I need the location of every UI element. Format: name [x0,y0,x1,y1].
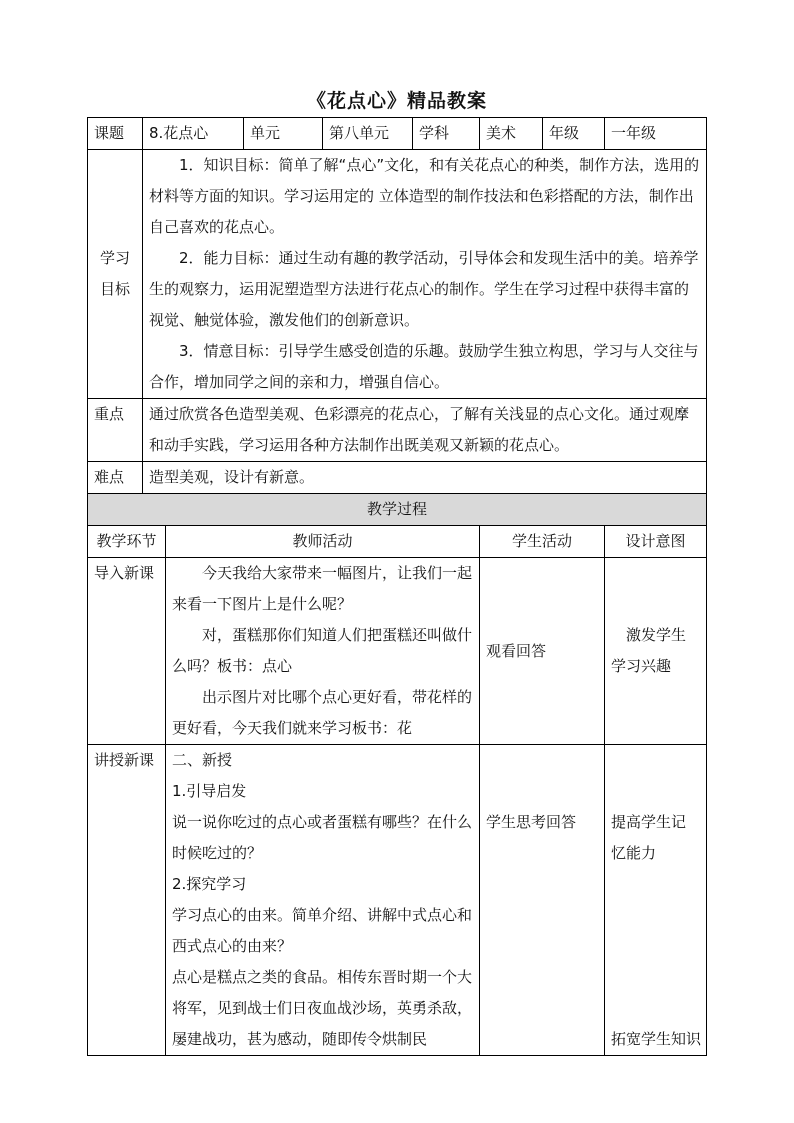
goals-row [88,150,707,399]
col-stage-header: 教学环节 [88,526,166,558]
key-point-row [88,399,707,462]
process-header-row [88,526,707,558]
grade-value: 一年级 [605,118,707,150]
difficulty-row [88,462,707,494]
goal-emotion: 3．情意目标：引导学生感受创造的乐趣。鼓励学生独立构思，学习与人交往与合作，增加同学之间的亲和力，增强自信心。 [149,342,699,391]
goals-label-line-1: 学习 [99,249,130,267]
key-point-text: 通过欣赏各色造型美观、色彩漂亮的花点心，了解有关浅显的点心文化。通过观摩和动手实践，学习运用各种方法制作出既美观又新颖的花点心。 [143,399,707,462]
new-lesson-teacher [166,745,480,1056]
document-title: 《花点心》精品教案 [306,90,487,112]
new-lesson-line-6: 点心是糕点之类的食品。相传东晋时期一个大将军，见到战士们日夜血战沙场，英勇杀敌，屡建战功，甚为感动，随即传令烘制民 [172,968,473,1048]
unit-value: 第八单元 [323,118,413,150]
new-lesson-line-3: 说一说你吃过的点心或者蛋糕有哪些？在什么时候吃过的？ [172,813,473,862]
intro-teacher-p2: 对，蛋糕那你们知道人们把蛋糕还叫做什么吗？板书：点心 [172,626,473,675]
new-lesson-row [88,745,707,1056]
new-lesson-line-2: 1.引导启发 [172,782,247,800]
goals-label [88,150,143,399]
intro-teacher-p3: 出示图片对比哪个点心更好看，带花样的更好看，今天我们就来学习板书：花 [172,688,473,737]
subject-title-label: 课题 [88,118,143,150]
unit-label: 单元 [244,118,323,150]
col-student-header: 学生活动 [480,526,605,558]
new-lesson-intent-1: 提高学生记忆能力 [611,813,687,862]
goal-ability: 2．能力目标：通过生动有趣的教学活动，引导体会和发现生活中的美。培养学生的观察力，运用泥塑造型方法进行花点心的制作。学生在学习过程中获得丰富的视觉、触觉体验，激发他们的创新意识。 [149,249,699,329]
difficulty-text: 造型美观，设计有新意。 [143,462,707,494]
grade-label: 年级 [543,118,605,150]
intro-teacher [166,558,480,745]
difficulty-label: 难点 [88,462,143,494]
goals-content [143,150,707,399]
intro-stage: 导入新课 [88,558,166,745]
process-title: 教学过程 [88,494,707,526]
col-teacher-header: 教师活动 [166,526,480,558]
goals-label-line-2: 目标 [99,280,130,298]
header-row [88,118,707,150]
new-lesson-line-1: 二、新授 [172,751,233,769]
key-point-label: 重点 [88,399,143,462]
intro-student: 观看回答 [480,558,605,745]
intro-intent: 激发学生学习兴趣 [605,558,707,745]
col-intent-header: 设计意图 [605,526,707,558]
new-lesson-student: 学生思考回答 [480,745,605,1056]
new-lesson-line-4: 2.探究学习 [172,875,247,893]
discipline-label: 学科 [413,118,480,150]
goal-knowledge: 1．知识目标：简单了解“点心”文化，和有关花点心的种类，制作方法，选用的材料等方面的知识。学习运用定的 立体造型的制作技法和色彩搭配的方法，制作出自己喜欢的花点心。 [149,156,700,236]
new-lesson-stage: 讲授新课 [88,745,166,1056]
lesson-plan-table [87,117,707,1056]
intro-row [88,558,707,745]
process-title-row [88,494,707,526]
intro-teacher-p1: 今天我给大家带来一幅图片，让我们一起来看一下图片上是什么呢？ [172,564,473,613]
discipline-value: 美术 [480,118,543,150]
subject-title-value: 8.花点心 [143,118,244,150]
new-lesson-line-5: 学习点心的由来。简单介绍、讲解中式点心和西式点心的由来？ [172,906,473,955]
new-lesson-intent [605,745,707,1056]
new-lesson-intent-2: 拓宽学生知识 [611,1030,702,1048]
